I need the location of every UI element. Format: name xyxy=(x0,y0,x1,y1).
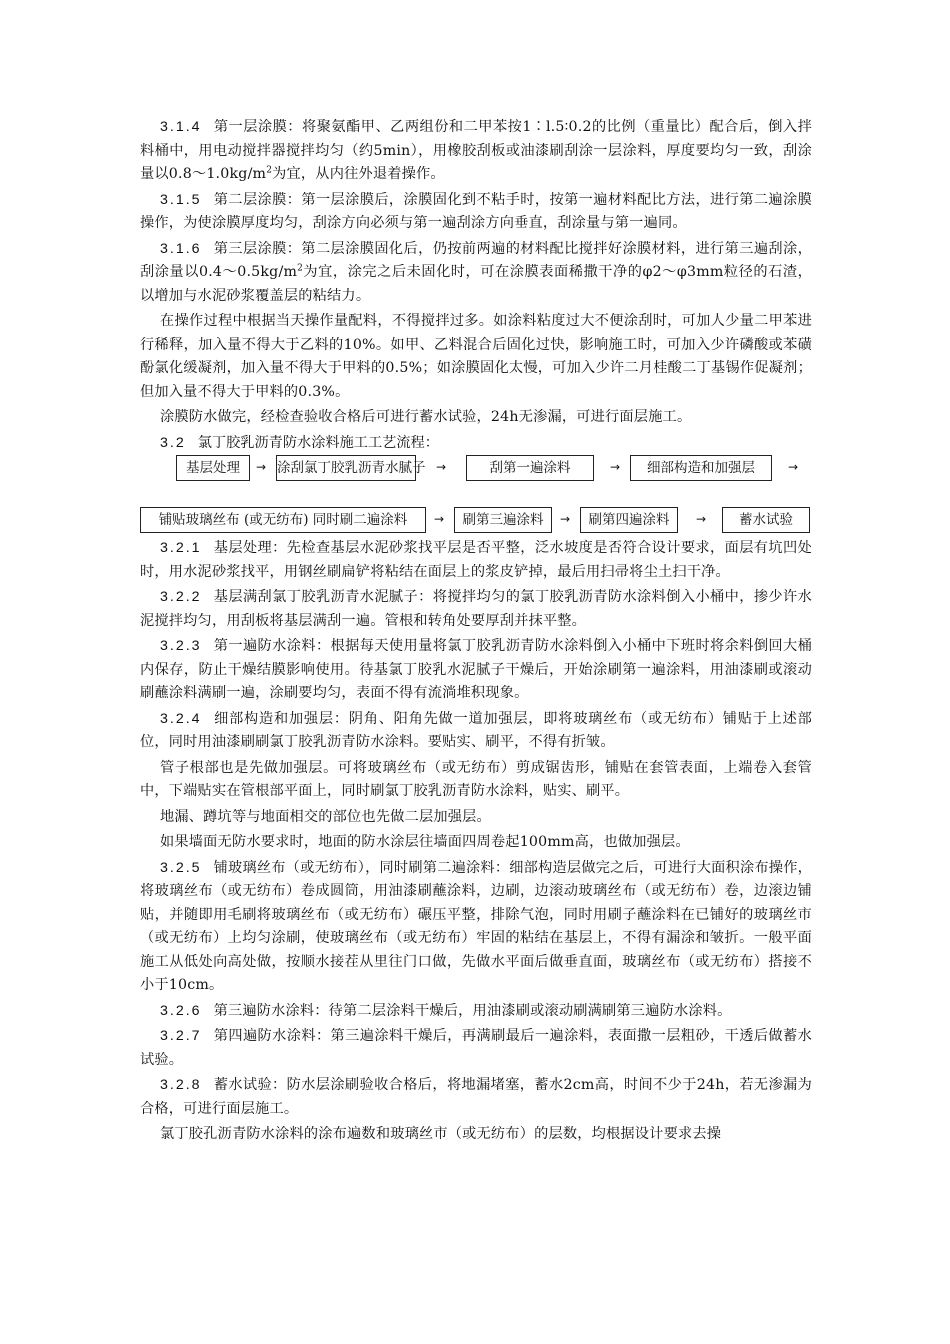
paragraph-last: 氯丁胶孔沥青防水涂料的涂布遍数和玻璃丝市（或无纺布）的层数，均根据设计要求去操 xyxy=(160,1126,722,1142)
section-3-2-5: 3.2.5 铺玻璃丝布（或无纺布），同时刷第二遍涂料：细部构造层做完之后，可进行大面积涂布操作，将玻璃丝布（或无纺布）卷成圆筒，用油漆刷蘸涂料，边刷，边滚动玻璃丝布（或无纺布）卷，边滚边铺贴，并随即用毛刷将玻璃丝布（或无纺布）碾压平整，排除气泡，同时用刷子蘸涂料在已铺好的玻璃丝市（或无纺布）上均匀涂刷，使玻璃丝布（或无纺布）牢固的粘结在基层上，不得有漏涂和皱折。一般平面施工从低处向高处做，按顺水接茬从里往门口做，先做水平面后做垂直面，玻璃丝布（或无纺布）搭接不小于10cm。 xyxy=(140,859,813,993)
section-3-2-3: 3.2.3 第一遍防水涂料：根据每天使用量将氯丁胶乳沥青防水涂料倒入小桶中下班时将余料倒回大桶内保存，防止干燥结膜影响使用。待基氯丁胶乳水泥腻子干燥后，开始涂刷第一遍涂料，用油漆刷或滚动刷蘸涂料满刷一遍，涂刷要均匀，表面不得有流淌堆积现象。 xyxy=(140,638,812,701)
section-3-2-1: 3.2.1 基层处理：先检查基层水泥砂浆找平层是否平整，泛水坡度是否符合设计要求，面层有坑凹处时，用水泥砂浆找平，用钢丝刷扁铲将粘结在面层上的浆皮铲掉，最后用扫帚将尘土扫干净。 xyxy=(140,540,812,580)
arrow-right-icon: → xyxy=(434,512,445,526)
arrow-right-icon: → xyxy=(436,460,447,474)
flow-step-base-treatment: 基层处理 xyxy=(176,455,250,481)
arrow-right-icon: → xyxy=(788,460,799,474)
paragraph-floor-drain: 地漏、蹲坑等与地面相交的部位也先做二层加强层。 xyxy=(160,808,491,825)
flow-step-detail-reinforce: 细部构造和加强层 xyxy=(630,455,772,481)
arrow-right-icon: → xyxy=(610,460,621,474)
flowchart-row-1 xyxy=(140,455,812,485)
section-3-2-6: 3.2.6 第三遍防水涂料：待第二层涂料干燥后，用油漆刷或滚动刷满刷第三遍防水涂料。 xyxy=(160,1002,732,1019)
flow-step-third-coat: 刷第三遍涂料 xyxy=(454,507,552,533)
section-3-1-4: 3.1.4 第一层涂膜：将聚氨酯甲、乙两组份和二甲苯按1∶l.5∶0.2的比例（重量比）配合后，倒入拌料桶中，用电动搅拌器搅拌均匀（约5min），用橡胶刮板或油漆刷刮涂一层涂料，厚度要均匀一致，刮涂量以$0.8\sim 1.0kg/m^2$为宜，从内往外退着操作。 xyxy=(140,119,812,182)
flow-step-first-coat: 刮第一遍涂料 xyxy=(466,455,594,481)
arrow-right-icon: → xyxy=(256,460,267,474)
arrow-right-icon: → xyxy=(560,512,571,526)
paragraph-operation: 在操作过程中根据当天操作量配料，不得搅拌过多。如涂料粘度过大不便涂刮时，可加人少量二甲苯进行稀释，加入量不得大于乙料的10%。如甲、乙料混合后固化过快，影响施工时，可加入少许磷酸或苯磺酚氯化缓凝剂，加入量不得大于甲料的0.5%；如涂膜固化太慢，可加入少许二月桂酸二丁基锡作促凝剂；但加入量不得大于甲料的0.3%。 xyxy=(140,313,812,400)
document-page xyxy=(140,116,812,1149)
section-3-1-6: 3.1.6 第三层涂膜：第二层涂膜固化后，仍按前两遍的材料配比搅拌好涂膜材料，进行第三遍刮涂，刮涂量以$0.4\sim 0.5kg/m^2$为宜，涂完之后未固化时，可在涂膜表面稀撒干净的φ2～φ3mm粒径的石渣，以增加与水泥砂浆覆盖层的粘结力。 xyxy=(140,240,813,304)
section-3-1-5: 3.1.5 第二层涂膜：第一层涂膜后，涂膜固化到不粘手时，按第一遍材料配比方法，进行第二遍涂膜操作，为使涂膜厚度均匀，刮涂方向必须与第一遍刮涂方向垂直，刮涂量与第一遍同。 xyxy=(140,191,812,231)
flow-heading: 3.2 氯丁胶乳沥青防水涂料施工工艺流程： xyxy=(160,434,439,451)
section-3-2-2: 3.2.2 基层满刮氯丁胶乳沥青水泥腻子：将搅拌均匀的氯丁胶乳沥青防水涂料倒入小桶中，掺少许水泥搅拌均匀，用刮板将基层满刮一遍。管根和转角处要厚刮并抹平整。 xyxy=(140,589,812,629)
flow-step-fourth-coat: 刷第四遍涂料 xyxy=(580,507,678,533)
paragraph-wall: 如果墙面无防水要求时，地面的防水涂层往墙面四周卷起100mm高，也做加强层。 xyxy=(160,834,690,850)
section-3-2-7: 3.2.7 第四遍防水涂料：第三遍涂料干燥后，再满刷最后一遍涂料，表面撒一层粗砂，干透后做蓄水试验。 xyxy=(140,1028,812,1068)
flow-step-putty: 涂刮氯丁胶乳沥青水腻子 xyxy=(276,455,416,481)
flow-step-glass-fiber: 铺贴玻璃丝布 (或无纺布) 同时刷二遍涂料 xyxy=(140,507,426,533)
paragraph-pipe-root: 管子根部也是先做加强层。可将玻璃丝布（或无纺布）剪成锯齿形，铺贴在套管表面，上端卷入套管中，下端贴实在管根部平面上，同时刷氯丁胶乳沥青防水涂料，贴实、刷平。 xyxy=(140,759,812,799)
section-3-2-8: 3.2.8 蓄水试验：防水层涂刷验收合格后，将地漏堵塞，蓄水2cm高，时间不少于24h，若无渗漏为合格，可进行面层施工。 xyxy=(140,1077,812,1117)
flowchart-row-2 xyxy=(140,507,812,537)
section-3-2-4: 3.2.4 细部构造和加强层：阴角、阳角先做一道加强层，即将玻璃丝布（或无纺布）铺贴于上述部位，同时用油漆刷刷氯丁胶乳沥青防水涂料。要贴实、刷平，不得有折皱。 xyxy=(140,710,812,750)
flow-step-water-test: 蓄水试验 xyxy=(722,507,810,533)
arrow-right-icon: → xyxy=(696,512,707,526)
paragraph-done: 涂膜防水做完，经检查验收合格后可进行蓄水试验，24h无渗漏，可进行面层施工。 xyxy=(160,409,692,425)
